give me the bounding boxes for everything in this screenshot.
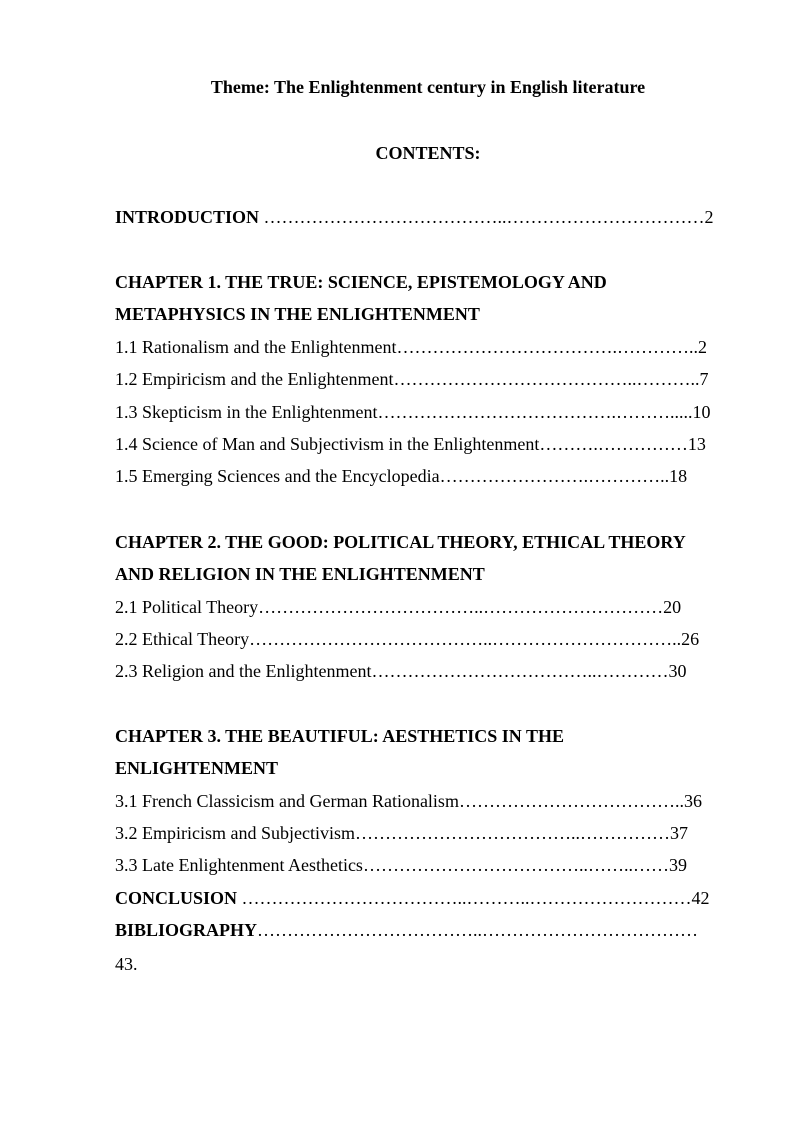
toc-page-bibliography: 43. xyxy=(115,954,138,974)
chapter-3-title-line-2: ENLIGHTENMENT xyxy=(115,758,279,778)
chapter-2-title-line-2: AND RELIGION IN THE ENLIGHTENMENT xyxy=(115,564,485,584)
document-theme: Theme: The Enlightenment century in English literature xyxy=(210,77,646,97)
toc-entry-1-5: 1.5 Emerging Sciences and the Encyclopedia…………………….…………..18 xyxy=(115,466,688,486)
toc-entry-2-2: 2.2 Ethical Theory…………………………………..…………………………..26 xyxy=(115,629,700,649)
toc-entry-2-3: 2.3 Religion and the Enlightenment………………………………..…………30 xyxy=(115,661,687,681)
toc-leader-bibliography: ………………………………..……………………………… xyxy=(257,920,699,940)
contents-heading: CONTENTS: xyxy=(375,143,481,163)
chapter-3-title-line-1: CHAPTER 3. THE BEAUTIFUL: AESTHETICS IN THE xyxy=(115,726,564,746)
toc-entry-3-1: 3.1 French Classicism and German Rationalism………………………………..36 xyxy=(115,791,702,811)
toc-leader-introduction: …………………………………..……………………………2 xyxy=(259,207,714,227)
toc-leader-conclusion: ………………………………..………..………………………42 xyxy=(237,888,710,908)
chapter-2-title-line-1: CHAPTER 2. THE GOOD: POLITICAL THEORY, ETHICAL THEORY xyxy=(115,532,686,552)
toc-entry-3-2: 3.2 Empiricism and Subjectivism………………………………..……………37 xyxy=(115,823,688,843)
toc-entry-1-2: 1.2 Empiricism and the Enlightenment…………………………………..………..7 xyxy=(115,369,709,389)
toc-label-introduction: INTRODUCTION xyxy=(115,207,260,227)
toc-entry-2-1: 2.1 Political Theory………………………………..…………………………20 xyxy=(115,597,682,617)
toc-entry-1-3: 1.3 Skepticism in the Enlightenment………………………………….……….....10 xyxy=(115,402,711,422)
chapter-1-title-line-1: CHAPTER 1. THE TRUE: SCIENCE, EPISTEMOLOGY AND xyxy=(115,272,607,292)
toc-entry-1-1: 1.1 Rationalism and the Enlightenment……………………………….…………..2 xyxy=(115,337,707,357)
toc-entry-introduction xyxy=(115,206,714,228)
toc-label-conclusion: CONCLUSION xyxy=(115,888,238,908)
toc-entry-1-4: 1.4 Science of Man and Subjectivism in the Enlightenment……….……………13 xyxy=(115,434,706,454)
chapter-1-title-line-2: METAPHYSICS IN THE ENLIGHTENMENT xyxy=(115,304,480,324)
toc-entry-bibliography xyxy=(115,919,698,941)
toc-label-bibliography: BIBLIOGRAPHY xyxy=(115,920,258,940)
toc-entry-conclusion xyxy=(115,887,710,909)
toc-entry-3-3: 3.3 Late Enlightenment Aesthetics………………………………..……..……39 xyxy=(115,855,687,875)
